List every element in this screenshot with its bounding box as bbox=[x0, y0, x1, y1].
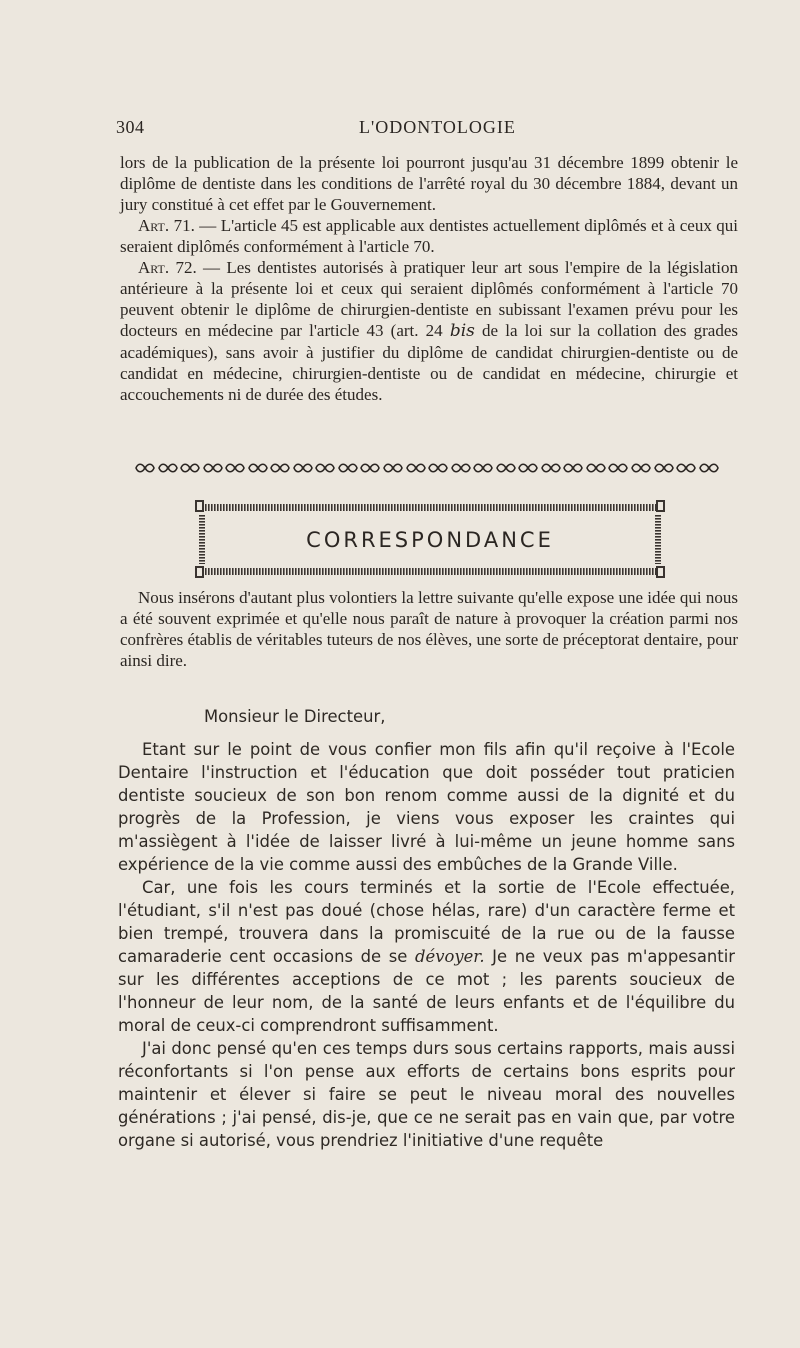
running-head bbox=[116, 117, 696, 141]
paragraph-text: Je ne veux pas m'appesantir sur les différentes acceptions de ce mot ; les parents soucieux de l'honneur de leur nom, de la santé de leurs enfants et de l'équilibre du moral de ceux-ci comprendront suffisamment. bbox=[118, 947, 735, 1035]
paragraph-text: lors de la publication de la présente loi pourront jusqu'au 31 décembre 1899 obtenir le diplôme de dentiste dans les conditions de l'arrêté royal du 30 décembre 1884, devant un jury constitué à cet effet par le Gouvernement. bbox=[120, 153, 738, 214]
ornament-divider bbox=[134, 459, 720, 477]
scroll-ornament-icon bbox=[450, 462, 472, 474]
letter-paragraph bbox=[118, 876, 735, 1037]
letter-paragraph: Etant sur le point de vous confier mon fils afin qu'il reçoive à l'Ecole Dentaire l'instruction et l'éducation que doit posséder tout praticien dentiste soucieux de son bon renom comme aussi de la dignité et du progrès de la Profession, je viens vous exposer les craintes qui m'assiègent à l'idée de laisser livré à lui-même un jeune homme sans expérience de la vie comme aussi des embûches de la Grande Ville. bbox=[118, 740, 735, 874]
scroll-ornament-icon bbox=[359, 462, 381, 474]
scroll-ornament-icon bbox=[382, 462, 404, 474]
law-articles-block bbox=[120, 152, 738, 405]
section-title: CORRESPONDANCE bbox=[306, 528, 554, 552]
scroll-ornament-icon bbox=[157, 462, 179, 474]
scroll-ornament-icon bbox=[224, 462, 246, 474]
paragraph-continuation bbox=[120, 152, 738, 215]
scroll-ornament-icon bbox=[179, 462, 201, 474]
scroll-ornament-icon bbox=[134, 462, 156, 474]
article-label: Art. 71. bbox=[138, 216, 195, 235]
page-number: 304 bbox=[116, 117, 145, 137]
scroll-ornament-icon bbox=[472, 462, 494, 474]
editorial-intro bbox=[120, 587, 738, 671]
paragraph-article-71 bbox=[120, 215, 738, 257]
bis-italic: bis bbox=[449, 321, 475, 341]
scroll-ornament-icon bbox=[202, 462, 224, 474]
scroll-ornament-icon bbox=[292, 462, 314, 474]
running-title: L'ODONTOLOGIE bbox=[359, 117, 516, 137]
letter-paragraph: J'ai donc pensé qu'en ces temps durs sous certains rapports, mais aussi réconfortants si l'on pense aux efforts de certains bons esprits pour maintenir et élever si faire se peut le niveau moral des nouvelles générations ; j'ai pensé, dis-je, que ce ne serait pas en vain que, par votre organe si autorisé, vous prendriez l'initiative d'une requête bbox=[118, 1039, 735, 1150]
scroll-ornament-icon bbox=[585, 462, 607, 474]
scroll-ornament-icon bbox=[247, 462, 269, 474]
scroll-ornament-icon bbox=[630, 462, 652, 474]
scroll-ornament-icon bbox=[405, 462, 427, 474]
scroll-ornament-icon bbox=[517, 462, 539, 474]
paragraph-text: — Les dentistes autorisés à pratiquer leur art sous l'empire de la législation antérieure à la présente loi et ceux qui seraient diplômés conformément à l'article 70 peuvent obtenir le diplôme de chirurgien-dentiste en subissant l'examen prévu pour les docteurs en médecine par l'article 43 (art. 24 bbox=[120, 258, 738, 340]
scroll-ornament-icon bbox=[698, 462, 720, 474]
letter-body bbox=[118, 738, 735, 1152]
scroll-ornament-icon bbox=[653, 462, 675, 474]
scroll-ornament-icon bbox=[427, 462, 449, 474]
paragraph-text: de la loi sur la collation des grades académiques), sans avoir à justifier du diplôme de candidat chirurgien-dentiste ou de candidat en médecine, chirurgien-dentiste ou de candidat en médecine, chirurgie et accouchements ni de durée des études. bbox=[120, 321, 738, 404]
paragraph-article-72 bbox=[120, 257, 738, 405]
italic-word: dévoyer. bbox=[415, 947, 485, 966]
scroll-ornament-icon bbox=[337, 462, 359, 474]
scroll-ornament-icon bbox=[540, 462, 562, 474]
paragraph-text: — L'article 45 est applicable aux dentistes actuellement diplômés et à ceux qui seraient diplômés conformément à l'article 70. bbox=[120, 216, 738, 256]
intro-paragraph: Nous insérons d'autant plus volontiers la lettre suivante qu'elle expose une idée qui nous a été souvent exprimée et qu'elle nous paraît de nature à provoquer la création parmi nos confrères établis de véritables tuteurs de nos élèves, une sorte de préceptorat dentaire, pour ainsi dire. bbox=[120, 588, 738, 670]
scroll-ornament-icon bbox=[607, 462, 629, 474]
scroll-ornament-icon bbox=[495, 462, 517, 474]
scroll-ornament-icon bbox=[675, 462, 697, 474]
scroll-ornament-icon bbox=[562, 462, 584, 474]
paragraph-text: Car, une fois les cours terminés et la sortie de l'Ecole effectuée, l'étudiant, s'il n'est pas doué (chose hélas, rare) d'un caractère ferme et bien trempé, trouvera dans la promiscuité de la rue ou de la fausse camaraderie cent occasions de se bbox=[118, 878, 735, 966]
article-label: Art. 72. bbox=[138, 258, 197, 277]
scroll-ornament-icon bbox=[269, 462, 291, 474]
scroll-ornament-icon bbox=[314, 462, 336, 474]
section-heading-frame bbox=[193, 500, 667, 580]
letter-salutation: Monsieur le Directeur, bbox=[204, 707, 386, 726]
